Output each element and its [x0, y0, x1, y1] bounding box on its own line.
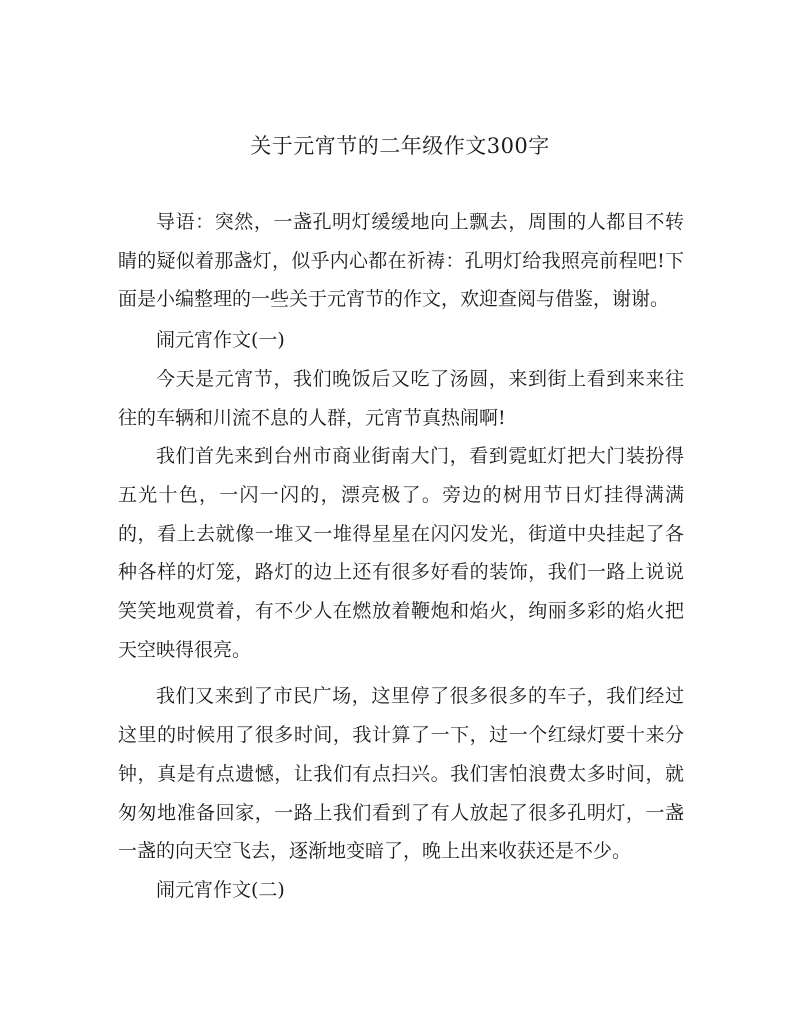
- section-heading-2: 闹元宵作文(二): [156, 878, 285, 901]
- body-paragraph: 今天是元宵节，我们晚饭后又吃了汤圆，来到街上看到来来往往的车辆和川流不息的人群，元宵节真热闹啊!: [118, 367, 684, 429]
- body-paragraph: 我们又来到了市民广场，这里停了很多很多的车子，我们经过这里的时候用了很多时间，我计算了一下，过一个红绿灯要十来分钟，真是有点遗憾，让我们有点扫兴。我们害怕浪费太多时间，就匆匆地准备回家，一路上我们看到了有人放起了很多孔明灯，一盏一盏的向天空飞去，逐渐地变暗了，晚上出来收获还是不少。: [118, 685, 684, 863]
- section-heading-1: 闹元宵作文(一): [156, 329, 285, 352]
- document-body: [118, 203, 684, 910]
- document-title: 关于元宵节的二年级作文300字: [250, 134, 550, 158]
- intro-paragraph: 导语：突然，一盏孔明灯缓缓地向上飘去，周围的人都目不转睛的疑似着那盏灯，似乎内心都在祈祷：孔明灯给我照亮前程吧!下面是小编整理的一些关于元宵节的作文，欢迎查阅与借鉴，谢谢。: [118, 211, 684, 311]
- body-paragraph: 我们首先来到台州市商业街南大门，看到霓虹灯把大门装扮得五光十色，一闪一闪的，漂亮极了。旁边的树用节日灯挂得满满的，看上去就像一堆又一堆得星星在闪闪发光，街道中央挂起了各种各样的灯笼，路灯的边上还有很多好看的装饰，我们一路上说说笑笑地观赏着，有不少人在燃放着鞭炮和焰火，绚丽多彩的焰火把天空映得很亮。: [118, 445, 684, 661]
